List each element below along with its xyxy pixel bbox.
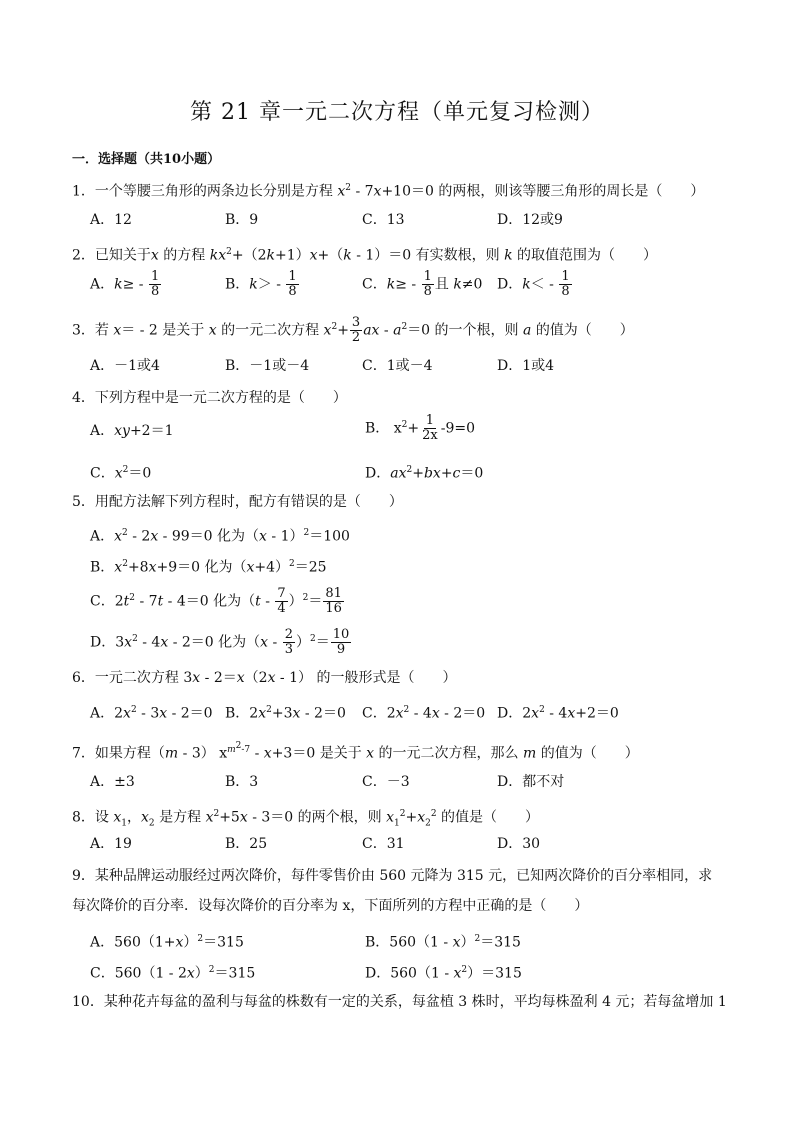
option-d[interactable]: D．$ax^2+bx+c=0$: [365, 465, 484, 482]
option-a[interactable]: A．xy+2＝1: [90, 423, 174, 439]
option-c[interactable]: C．$x^2=0$: [90, 465, 152, 482]
question-10: 10．某种花卉每盆的盈利与每盆的株数有一定的关系，每盆植 3 株时，平均每株盈利 4 元；若每盆增加 1: [72, 994, 727, 1010]
section-heading: 一．选择题（共10小题）: [72, 152, 221, 167]
option-d[interactable]: D．k＜ - $\frac{1}{8}$: [497, 269, 570, 299]
option-b[interactable]: B．9: [225, 212, 259, 228]
option-b[interactable]: B．$2x^2+3x - 2=0$: [225, 705, 346, 722]
option-b[interactable]: B．k＞ - $\frac{1}{8}$: [225, 269, 297, 299]
question-8: 8．设 $x_1$，$x_2$ 是方程 $x^2+5x - 3=0$ 的两个根，则 $x_1^2+x_2^2$ 的值是（ ）: [72, 809, 540, 829]
option-b[interactable]: B． $x^2+$ $\frac{1}{2x}$ -9=0: [365, 413, 476, 443]
option-b[interactable]: B．3: [225, 774, 259, 790]
option-c[interactable]: C．560（1 - 2x）$^2$＝315: [90, 965, 256, 982]
option-a[interactable]: A．$2x^2 - 3x - 2=0$: [90, 705, 213, 722]
option-c[interactable]: C．$2t^2 - 7t - 4=0$ 化为（t - $\frac{7}{4}$ ）$^2$＝ $\frac{81}{16}$: [90, 586, 342, 616]
option-a[interactable]: A．－1或4: [90, 358, 160, 374]
option-c[interactable]: C．$2x^2 - 4x - 2=0$: [362, 705, 486, 722]
option-d[interactable]: D．$560(1 - x^2)=315$: [365, 965, 522, 982]
option-a[interactable]: A．k≥ - $\frac{1}{8}$: [90, 269, 160, 299]
option-a[interactable]: A．19: [90, 836, 132, 852]
option-c[interactable]: C．13: [362, 212, 405, 228]
option-a[interactable]: A．12: [90, 212, 132, 228]
option-d[interactable]: D．$3x^2 - 4x - 2=0$ 化为（x - $\frac{2}{3}$ ）$^2$＝ $\frac{10}{9}$: [90, 627, 350, 657]
option-a[interactable]: A．±3: [90, 774, 135, 790]
option-c[interactable]: C．31: [362, 836, 405, 852]
option-d[interactable]: D．都不对: [497, 774, 565, 790]
question-3: 3．若 x＝ - 2 是关于 x 的一元二次方程 $x^2+$ $\frac{3}{2}$ ax - $a^2=0$ 的一个根，则 a 的值为（ ）: [72, 315, 634, 345]
option-b[interactable]: B．－1或－4: [225, 358, 310, 374]
question-6: 6．一元二次方程 3x - 2＝x（2x - 1） 的一般形式是（ ）: [72, 670, 457, 686]
option-c[interactable]: C．1或－4: [362, 358, 433, 374]
option-c[interactable]: C．－3: [362, 774, 410, 790]
option-d[interactable]: D．1或4: [497, 358, 555, 374]
option-a[interactable]: A．$560(1+x)^2=315$: [90, 934, 244, 951]
question-2: 2．已知关于x 的方程 $kx^2+(2k+1)x+(k - 1)=0$ 有实数根，则 k 的取值范围为（ ）: [72, 247, 658, 264]
option-b[interactable]: B．560（1 - x）$^2$＝315: [365, 934, 521, 951]
question-4: 4．下列方程中是一元二次方程的是（ ）: [72, 390, 347, 406]
option-d[interactable]: D．$2x^2 - 4x+2=0$: [497, 705, 619, 722]
option-a[interactable]: A．$x^2 - 2x - 99=0$ 化为（x - 1）$^2$＝100: [90, 528, 350, 545]
question-9: 9．某种品牌运动服经过两次降价，每件零售价由 560 元降为 315 元，已知两次降价的百分率相同，求每次降价的百分率．设每次降价的百分率为 x，下面所列的方程中正确的是（ ）: [72, 868, 713, 914]
option-b[interactable]: B．25: [225, 836, 268, 852]
question-1: 1．一个等腰三角形的两条边长分别是方程 $x^2 - 7x+10=0$ 的两根，则该等腰三角形的周长是（ ）: [72, 183, 705, 200]
option-d[interactable]: D．30: [497, 836, 541, 852]
option-b[interactable]: B．$x^2+8x+9=0$ 化为$(x+4)^2=25$: [90, 559, 327, 576]
option-d[interactable]: D．12或9: [497, 212, 563, 228]
option-c[interactable]: C．k≥ - $\frac{1}{8}$ 且 k≠0: [362, 269, 483, 299]
question-5: 5．用配方法解下列方程时，配方有错误的是（ ）: [72, 494, 403, 510]
question-7: 7．如果方程（m - 3） $x^{m^2-7} - x+3=0$ 是关于 x 的一元二次方程，那么 m 的值为（ ）: [72, 741, 639, 762]
page-title: 第 21 章一元二次方程（单元复习检测）: [190, 100, 604, 125]
